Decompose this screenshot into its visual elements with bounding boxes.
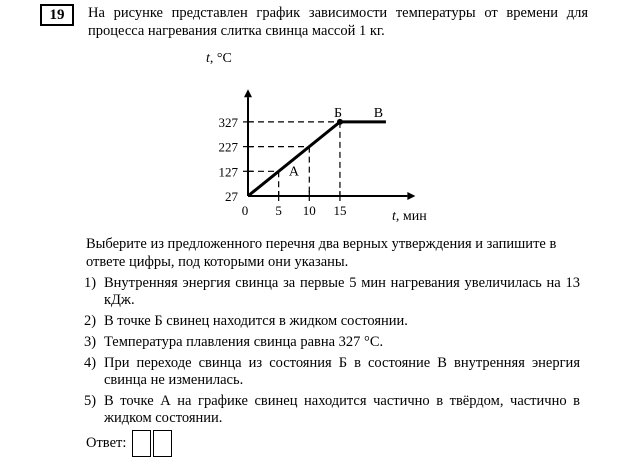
- answer-area: [86, 430, 172, 457]
- option-item: [84, 355, 580, 389]
- option-text: При переходе свинца из состояния Б в состояние В внутренняя энергия свинца не изменилась.: [104, 355, 580, 388]
- instruction-text: Выберите из предложенного перечня два верных утверждения и запишите в ответе цифры, под которыми они указаны.: [86, 236, 557, 270]
- option-number: 4): [84, 355, 97, 371]
- option-text: Внутренняя энергия свинца за первые 5 мин нагревания увеличилась на 13 кДж.: [104, 275, 580, 308]
- point-label-v: В: [373, 105, 384, 121]
- question-number: 19: [40, 4, 74, 26]
- option-text: В точке А на графике свинец находится частично в твёрдом, частично в жидком состоянии.: [104, 393, 580, 426]
- option-text: В точке Б свинец находится в жидком состоянии.: [104, 313, 408, 329]
- temperature-time-graph: [196, 46, 446, 228]
- option-number: 1): [84, 275, 97, 291]
- y-axis-label: t, °С: [206, 51, 232, 66]
- x-tick-label: 10: [302, 203, 316, 218]
- option-item: [84, 334, 580, 351]
- question-intro: На рисунке представлен график зависимости температуры от времени для процесса нагревания слитка свинца массой 1 кг.: [88, 5, 588, 39]
- x-axis-arrow: [407, 192, 415, 200]
- answer-box-2[interactable]: [153, 430, 172, 457]
- answer-label: Ответ:: [86, 435, 127, 451]
- point-label-b: Б: [333, 105, 342, 121]
- option-item: [84, 275, 580, 309]
- y-tick-label: 27: [225, 189, 238, 204]
- x-tick-label: 15: [333, 203, 347, 218]
- option-number: 5): [84, 393, 97, 409]
- y-tick-label: 327: [218, 114, 238, 130]
- option-item: [84, 313, 580, 330]
- option-item: [84, 393, 580, 427]
- x-tick-label: 0: [241, 203, 249, 218]
- option-text: Температура плавления свинца равна 327 °С.: [104, 334, 384, 350]
- y-axis-arrow: [244, 89, 252, 97]
- option-number: 2): [84, 313, 97, 329]
- x-tick-label: 5: [275, 203, 282, 218]
- x-axis-label: t, мин: [392, 209, 427, 224]
- y-tick-label: 127: [218, 164, 238, 180]
- option-number: 3): [84, 334, 97, 350]
- temperature-series-line: [248, 122, 386, 196]
- y-tick-label: 227: [218, 139, 238, 155]
- answer-box-1[interactable]: [132, 430, 151, 457]
- point-label-a: А: [288, 164, 300, 180]
- options-list: [84, 275, 580, 431]
